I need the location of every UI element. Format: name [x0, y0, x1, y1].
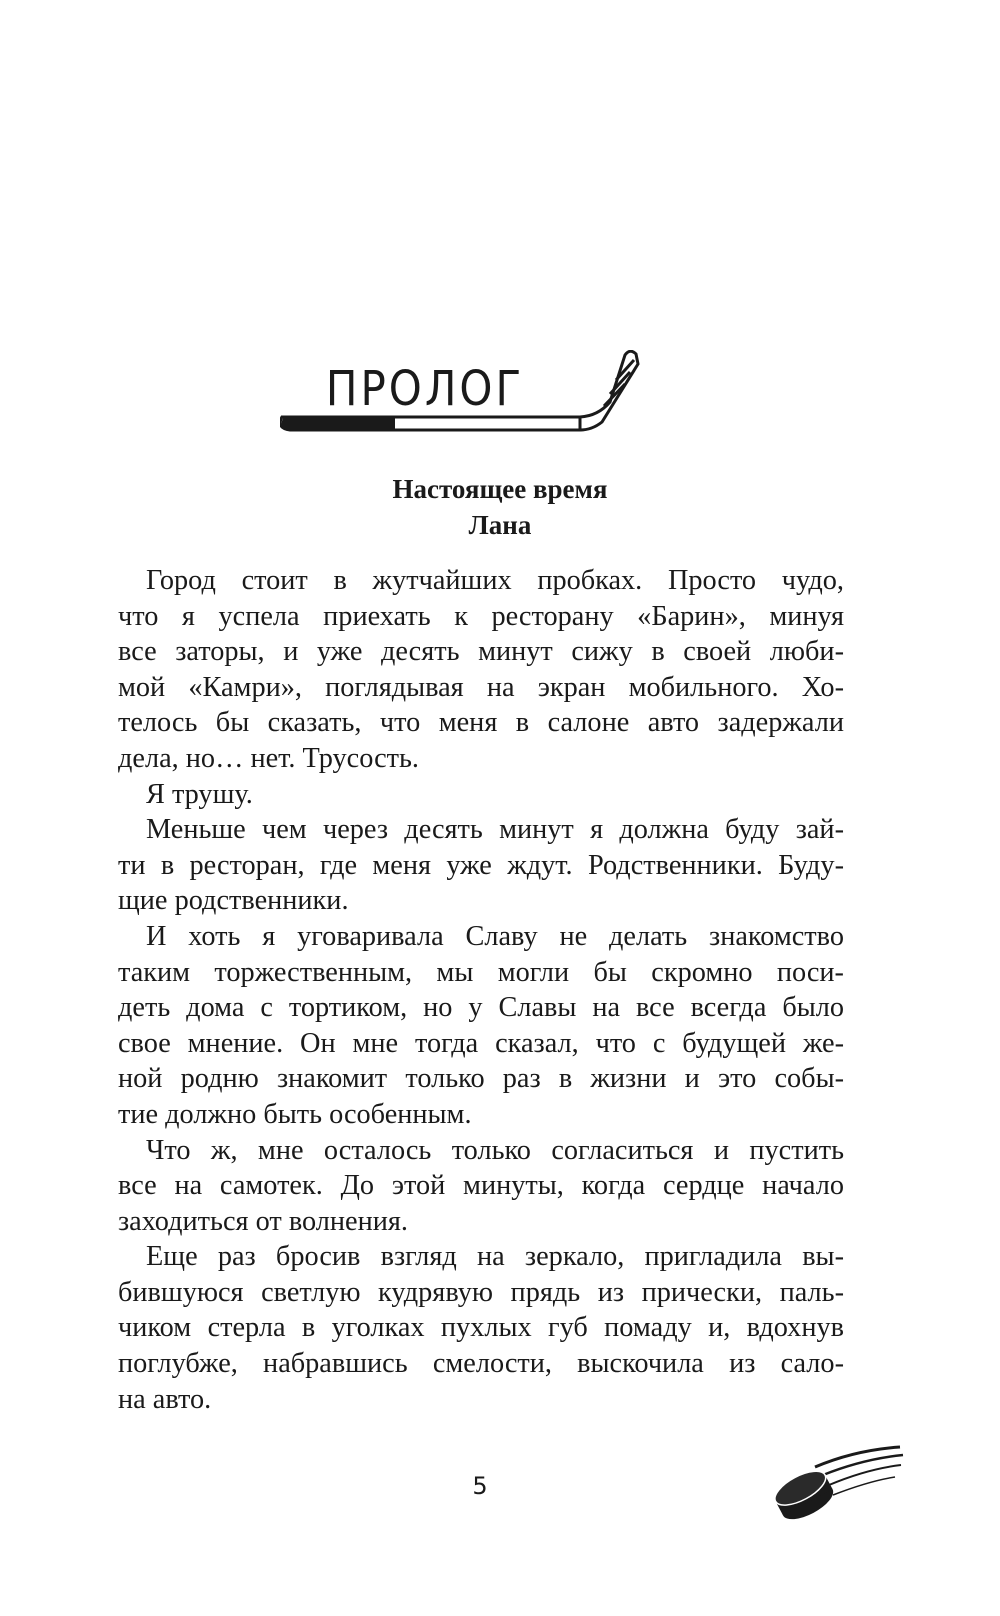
text-line: поглубже, набравшись смелости, выскочила из сало- — [118, 1348, 844, 1380]
chapter-title: ПРОЛОГ — [325, 360, 525, 417]
text-line: Город стоит в жутчайших пробках. Просто чудо, — [146, 565, 844, 596]
text-line: что я успела приехать к ресторану «Барин», минуя — [118, 600, 844, 632]
narrator-subheading: Лана — [468, 510, 532, 540]
text-line: Меньше чем через десять минут я должна буду зай- — [146, 814, 844, 846]
text-line: ти в ресторан, где меня уже ждут. Родственники. Буду- — [118, 849, 844, 881]
text-line: все на самотек. До этой минуты, когда сердце начало — [118, 1170, 844, 1202]
hockey-puck-icon — [775, 1445, 915, 1525]
text-line: Еще раз бросив взгляд на зеркало, пригладила вы- — [146, 1241, 844, 1273]
text-line: мой «Камри», поглядывая на экран мобильного. Хо- — [118, 671, 844, 703]
text-line: тие должно быть особенным. — [118, 1098, 472, 1130]
text-line: на авто. — [118, 1383, 212, 1415]
text-line: чиком стерла в уголках пухлых губ помаду и, вдохнув — [118, 1312, 844, 1344]
time-subheading: Настоящее время — [392, 474, 608, 504]
chapter-header — [280, 350, 680, 460]
text-line: заходиться от волнения. — [118, 1205, 408, 1237]
text-line: бившуюся светлую кудрявую прядь из прически, паль- — [118, 1276, 844, 1308]
text-line: ной родню знакомит только раз в жизни и это собы- — [118, 1063, 844, 1095]
page-number: 5 — [472, 1472, 488, 1500]
text-line: И хоть я уговаривала Славу не делать знакомство — [146, 920, 844, 952]
text-line: телось бы сказать, что меня в салоне авто задержали — [118, 707, 844, 739]
text-line: Я трушу. — [146, 778, 253, 810]
text-line: таким торжественным, мы могли бы скромно поси- — [118, 956, 844, 988]
text-line: деть дома с тортиком, но у Славы на все всегда было — [118, 992, 844, 1024]
text-line: свое мнение. Он мне тогда сказал, что с будущей же- — [118, 1027, 844, 1059]
text-line: дела, но… нет. Трусость. — [118, 742, 419, 774]
body-text — [118, 563, 844, 1417]
text-line: Что ж, мне осталось только согласиться и пустить — [146, 1134, 844, 1166]
text-line: все заторы, и уже десять минут сижу в своей люби- — [118, 636, 844, 668]
text-line: щие родственники. — [118, 885, 349, 917]
